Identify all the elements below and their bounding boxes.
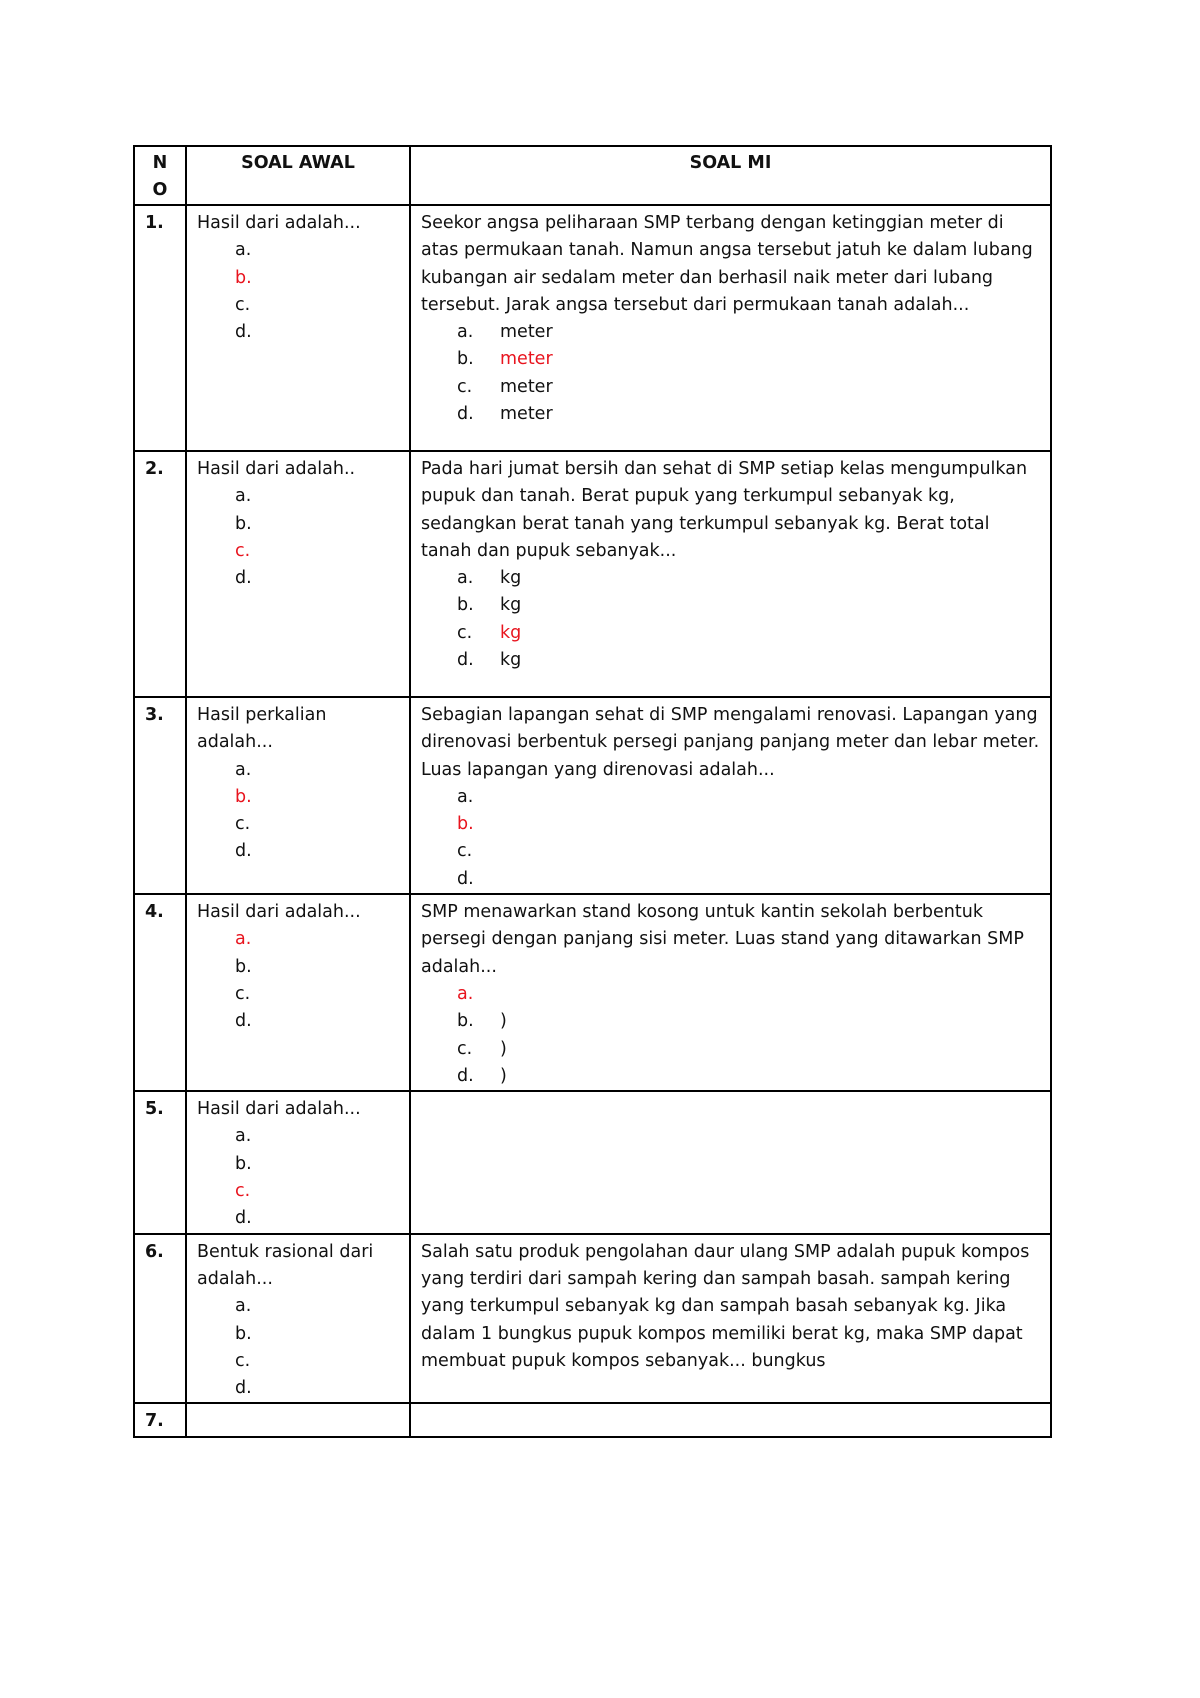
soal-awal-options <box>197 237 399 346</box>
soal-mi-options <box>421 981 1040 1090</box>
option-label: a. <box>235 486 252 507</box>
option-label: d. <box>457 1065 474 1086</box>
option-label: b. <box>457 814 474 835</box>
option-value: kg <box>500 595 522 616</box>
soal-mi-cell <box>410 1234 1051 1404</box>
answer-option <box>197 1151 399 1178</box>
option-label: d. <box>235 1378 252 1399</box>
table-row <box>134 205 1051 451</box>
answer-option <box>197 981 399 1008</box>
question-number: 5. <box>134 1091 186 1233</box>
soal-mi-question: Pada hari jumat bersih dan sehat di SMP setiap kelas mengumpulkan pupuk dan tanah. Berat pupuk yang terkumpul sebanyak kg, sedangkan berat tanah yang terkumpul sebanyak kg. Berat total tanah dan pupuk sebanyak... <box>421 459 1028 561</box>
answer-option <box>421 565 1040 592</box>
answer-option <box>421 981 1040 1008</box>
option-label: b. <box>235 786 252 807</box>
soal-mi-cell <box>410 697 1051 894</box>
option-label: a. <box>235 1296 252 1317</box>
soal-awal-cell <box>186 1234 410 1404</box>
question-number: 6. <box>134 1234 186 1404</box>
option-value: meter <box>500 376 553 397</box>
option-value: kg <box>500 622 522 643</box>
table-row <box>134 1234 1051 1404</box>
answer-option <box>197 838 399 865</box>
table-row <box>134 894 1051 1091</box>
option-label: b. <box>235 956 252 977</box>
option-value: ) <box>500 1011 507 1032</box>
option-value: ) <box>500 1038 507 1059</box>
option-value: meter <box>500 322 553 343</box>
header-no-line-1: N <box>152 153 168 173</box>
question-number: 3. <box>134 697 186 894</box>
table-header-row <box>134 146 1051 205</box>
answer-option <box>197 1375 399 1402</box>
option-label: b. <box>457 349 474 370</box>
option-label: a. <box>235 759 252 780</box>
answer-option <box>421 1036 1040 1063</box>
answer-option <box>197 1348 399 1375</box>
answer-option <box>197 565 399 592</box>
soal-mi-cell <box>410 894 1051 1091</box>
option-label: d. <box>235 841 252 862</box>
table-row <box>134 451 1051 697</box>
question-table-container <box>133 145 1050 1438</box>
option-value: meter <box>500 349 553 370</box>
answer-option <box>421 647 1040 674</box>
answer-option correct-answer <box>197 926 399 953</box>
answer-option <box>421 1063 1040 1090</box>
soal-awal-cell <box>186 451 410 697</box>
soal-awal-cell <box>186 697 410 894</box>
answer-option <box>197 1293 399 1320</box>
soal-mi-cell <box>410 451 1051 697</box>
question-table <box>133 145 1052 1438</box>
answer-option <box>421 374 1040 401</box>
option-label: d. <box>457 404 474 425</box>
option-label: c. <box>457 841 473 862</box>
option-label: c. <box>457 376 473 397</box>
option-label: a. <box>235 1126 252 1147</box>
option-label: a. <box>235 240 252 261</box>
soal-mi-cell <box>410 1403 1051 1436</box>
answer-option <box>421 319 1040 346</box>
option-label: d. <box>235 322 252 343</box>
answer-option <box>197 292 399 319</box>
soal-awal-options <box>197 926 399 1035</box>
option-label: c. <box>457 1038 473 1059</box>
answer-option <box>421 784 1040 811</box>
question-number: 7. <box>134 1403 186 1436</box>
soal-mi-cell <box>410 205 1051 451</box>
option-label: b. <box>235 1323 252 1344</box>
answer-option <box>421 811 1040 838</box>
soal-awal-question: Bentuk rasional dari adalah... <box>197 1241 374 1289</box>
answer-option correct-answer <box>197 784 399 811</box>
answer-option <box>197 319 399 346</box>
option-label: c. <box>235 1350 251 1371</box>
answer-option correct-answer <box>197 538 399 565</box>
option-value: kg <box>500 650 522 671</box>
soal-mi-options <box>421 565 1040 674</box>
soal-awal-question: Hasil dari adalah... <box>197 1099 361 1120</box>
answer-option correct-answer <box>197 265 399 292</box>
soal-awal-cell <box>186 1403 410 1436</box>
soal-awal-cell <box>186 205 410 451</box>
answer-option <box>421 866 1040 893</box>
option-label: a. <box>457 786 474 807</box>
answer-option <box>197 1205 399 1232</box>
option-label: c. <box>235 983 251 1004</box>
answer-option <box>421 838 1040 865</box>
soal-awal-options <box>197 1123 399 1232</box>
header-soal-awal: SOAL AWAL <box>186 146 410 205</box>
answer-option <box>421 401 1040 428</box>
option-label: c. <box>235 814 251 835</box>
answer-option <box>197 954 399 981</box>
soal-awal-question: Hasil dari adalah.. <box>197 459 356 479</box>
option-label: a. <box>457 568 474 589</box>
soal-awal-options <box>197 1293 399 1402</box>
option-value: kg <box>500 568 522 589</box>
question-number: 1. <box>134 205 186 451</box>
answer-option correct-answer <box>197 1178 399 1205</box>
option-label: b. <box>457 595 474 616</box>
soal-mi-options <box>421 319 1040 428</box>
soal-mi-options <box>421 784 1040 893</box>
soal-mi-question: Seekor angsa peliharaan SMP terbang dengan ketinggian meter di atas permukaan tanah. Namun angsa tersebut jatuh ke dalam lubang kubangan air sedalam meter dan berhasil naik meter dari lubang tersebut. Jarak angsa tersebut dari permukaan tanah adalah... <box>421 213 1033 315</box>
option-value: meter <box>500 404 553 425</box>
option-label: b. <box>457 1011 474 1032</box>
option-label: d. <box>235 568 252 589</box>
question-number: 4. <box>134 894 186 1091</box>
table-row <box>134 697 1051 894</box>
option-label: d. <box>235 1208 252 1229</box>
soal-awal-question: Hasil perkalian adalah... <box>197 705 327 753</box>
table-row <box>134 1091 1051 1233</box>
header-soal-mi: SOAL MI <box>410 146 1051 205</box>
answer-option <box>197 483 399 510</box>
option-label: c. <box>457 622 473 643</box>
answer-option <box>197 811 399 838</box>
option-label: b. <box>235 513 252 534</box>
soal-mi-cell <box>410 1091 1051 1233</box>
soal-awal-cell <box>186 1091 410 1233</box>
option-label: c. <box>235 1181 251 1202</box>
option-label: a. <box>235 929 252 950</box>
option-label: c. <box>235 540 251 561</box>
soal-awal-question: Hasil dari adalah... <box>197 902 361 923</box>
answer-option <box>197 1321 399 1348</box>
answer-option <box>421 592 1040 619</box>
option-label: b. <box>235 1153 252 1174</box>
soal-mi-question: SMP menawarkan stand kosong untuk kantin sekolah berbentuk persegi dengan panjang sisi meter. Luas stand yang ditawarkan SMP adalah... <box>421 902 1024 977</box>
option-label: b. <box>235 267 252 288</box>
soal-awal-options <box>197 757 399 866</box>
option-label: a. <box>457 322 474 343</box>
answer-option <box>421 620 1040 647</box>
answer-option <box>197 1008 399 1035</box>
answer-option <box>421 1008 1040 1035</box>
question-number: 2. <box>134 451 186 697</box>
answer-option <box>197 237 399 264</box>
soal-awal-question: Hasil dari adalah... <box>197 213 361 233</box>
option-label: c. <box>235 294 251 315</box>
answer-option <box>197 757 399 784</box>
soal-mi-question: Sebagian lapangan sehat di SMP mengalami renovasi. Lapangan yang direnovasi berbentuk persegi panjang panjang meter dan lebar meter. Luas lapangan yang direnovasi adalah... <box>421 705 1040 780</box>
header-no <box>134 146 186 205</box>
soal-awal-cell <box>186 894 410 1091</box>
answer-option <box>197 1123 399 1150</box>
option-label: d. <box>457 650 474 671</box>
answer-option <box>421 346 1040 373</box>
option-value: ) <box>500 1065 507 1086</box>
table-row <box>134 1403 1051 1436</box>
option-label: d. <box>457 868 474 889</box>
option-label: d. <box>235 1011 252 1032</box>
answer-option <box>197 511 399 538</box>
soal-mi-question: Salah satu produk pengolahan daur ulang SMP adalah pupuk kompos yang terdiri dari sampah kering dan sampah basah. sampah kering yang terkumpul sebanyak kg dan sampah basah sebanyak kg. Jika dalam 1 bungkus pupuk kompos memiliki berat kg, maka SMP dapat membuat pupuk kompos sebanyak... bungkus <box>421 1241 1030 1371</box>
header-no-line-2: O <box>152 180 168 200</box>
option-label: a. <box>457 983 474 1004</box>
soal-awal-options <box>197 483 399 592</box>
